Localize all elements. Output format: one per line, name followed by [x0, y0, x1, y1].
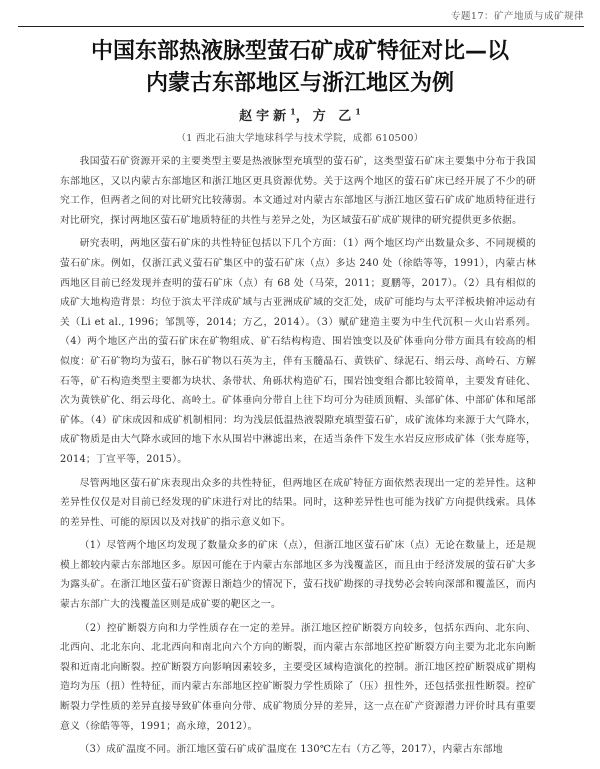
header-rule — [18, 26, 584, 27]
running-head: 专题17：矿产地质与成矿规律 — [450, 11, 584, 22]
article-body — [60, 152, 536, 760]
author-line — [0, 105, 600, 124]
article-title — [0, 36, 600, 100]
author-name: 方 乙 — [312, 109, 356, 124]
body-paragraph: （3）成矿温度不同。浙江地区萤石矿成矿温度在 130℃左右（方乙等，2017），内蒙古东部地 — [79, 744, 503, 756]
author-affiliation-mark: 1 — [355, 106, 361, 117]
author-separator: ， — [295, 109, 313, 124]
body-paragraph: 研究表明，两地区萤石矿床的共性特征包括以下几个方面：（1）两个地区均产出数量众多、不同规模的萤石矿床。例如，仅浙江武义萤石矿集区中的萤石矿床（点）多达 240 处（徐皓等等，1991），内蒙古林西地区目前已经发现并查明的萤石矿床（点）有 68 处（马荣，2011；夏鹏等，2017）。（2）具有相似的成矿大地构造背景：均位于滨太平洋成矿域与古亚洲成矿域的交汇处，成矿可能均与太平洋板块俯冲运动有关（Li et al., 1996；邹凯等，2014；方乙，2014）。（3）赋矿建造主要为中生代沉积－火山岩系列。（4）两个地区产出的萤石矿床在矿物组成、矿石结构构造、围岩蚀变以及矿体垂向分带方面具有较高的相似度：矿石矿物均为萤石，脉石矿物以石英为主，伴有玉髓晶石、黄铁矿、绿泥石、绢云母、高岭石、方解石等，矿石构造类型主要都为块状、条带状、角砾状构造矿石，围岩蚀变组合都比较简单，主要发育硅化、次为黄铁矿化、绢云母化、高岭土。矿体垂向分带自上往下均可分为硅质顶帽、头部矿体、中部矿体和尾部矿体。（4）矿床成因和成矿机制相同：均为浅层低温热液裂隙充填型萤石矿，成矿流体均来源于大气降水，成矿物质是由大气降水或回的地下水从围岩中淋滤出来，在适当条件下发生水岩反应形成矿体（张寿庭等，2014；丁宣平等，2015）。 — [60, 238, 536, 465]
affiliation: （1 西北石油大学地球科学与技术学院，成都 610500） — [176, 133, 424, 144]
body-paragraph: （2）控矿断裂方向和力学性质存在一定的差异。浙江地区控矿断裂方向较多，包括东西向、北东向、北西向、北北东向、北北西向和南北向六个方向的断裂，而内蒙古东部地区控矿断裂方向主要为北北东向断裂和近南北向断裂。控矿断裂方向影响因素较多，主要受区域构造演化的控制。浙江地区控矿断裂成矿期构造均为压（扭）性特征，而内蒙古东部地区控矿断裂力学性质除了（压）扭性外，还包括张扭性断裂。控矿断裂力学性质的差异直接导致矿体垂向分带、成矿物质分异的差异，这一点在矿产资源潜力评价时具有重要意义（徐皓等等，1991；高永璋，2012）。 — [60, 622, 536, 732]
title-line-1: 中国东部热液脉型萤石矿成矿特征对比—以 — [90, 39, 509, 64]
author-affiliation-mark: 1 — [290, 106, 296, 117]
author-name: 赵宇新 — [239, 109, 291, 124]
body-paragraph: 我国萤石矿资源开采的主要类型主要是热液脉型充填型的萤石矿，这类型萤石矿床主要集中分布于我国东部地区，又以内蒙古东部地区和浙江地区更具资源优势。关于这两个地区的萤石矿床已经开展了不少的研究工作，但两者之间的对比研究比较薄弱。本文通过对内蒙古东部地区与浙江地区萤石矿成矿地质特征进行对比研究，探讨两地区萤石矿地质特征的共性与差异之处，为区域萤石矿成矿规律的研究提供更多依据。 — [60, 156, 536, 226]
body-paragraph: （1）尽管两个地区均发现了数量众多的矿床（点），但浙江地区萤石矿床（点）无论在数量上，还是规模上都较内蒙古东部地区多。原因可能在于内蒙古东部地区多为浅覆盖区，而且由于经济发展的萤石矿大多为露头矿。在浙江地区萤石矿资源日渐趋少的情况下，萤石找矿勘探的寻找势必会转向深部和覆盖区，而内蒙古东部广大的浅覆盖区则是成矿要的靶区之一。 — [60, 540, 536, 611]
title-line-2: 内蒙古东部地区与浙江地区为例 — [145, 71, 454, 96]
body-paragraph: 尽管两地区萤石矿床表现出众多的共性特征，但两地区在成矿特征方面依然表现出一定的差异性。这种差异性仅仅是对目前已经发现的矿床进行对比的结果。同时，这种差异性也可能为找矿方向提供线索。具体的差异性、可能的原因以及对找矿的指示意义如下。 — [60, 477, 536, 528]
